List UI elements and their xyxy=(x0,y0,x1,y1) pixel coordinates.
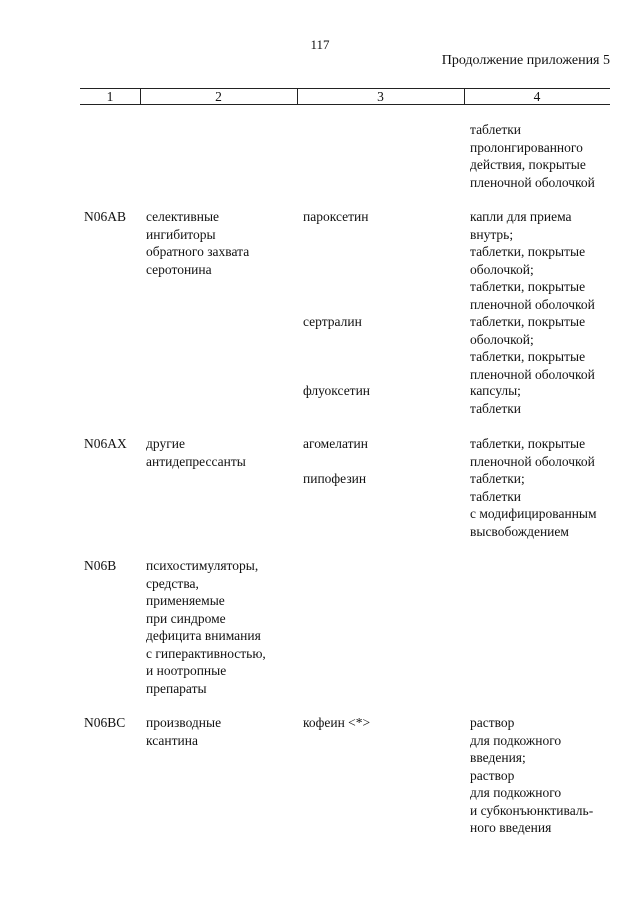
group-name-line: дефицита внимания xyxy=(146,628,261,643)
continuation-label: Продолжение приложения 5 xyxy=(441,53,610,68)
dosage-form-line: пролонгированного xyxy=(470,139,583,155)
group-name-line: психостимуляторы, xyxy=(146,558,259,573)
atc-group-name xyxy=(146,208,249,278)
column-header-1: 1 xyxy=(106,89,114,104)
drug-name: сертралин xyxy=(303,314,362,329)
dosage-forms xyxy=(470,382,521,417)
group-name-line: серотонина xyxy=(146,261,212,277)
dosage-form-line: таблетки, покрытые xyxy=(470,349,586,364)
dosage-forms xyxy=(470,435,595,470)
dosage-form-line: таблетки xyxy=(470,488,522,504)
column-header-3: 3 xyxy=(377,89,384,104)
column-header-4: 4 xyxy=(533,89,541,104)
dosage-form-line: таблетки, покрытые xyxy=(470,436,586,451)
atc-code: N06AX xyxy=(84,436,127,451)
dosage-form-line: пленочной оболочкой xyxy=(470,453,595,469)
dosage-form-line: пленочной оболочкой xyxy=(470,296,595,312)
dosage-forms xyxy=(470,714,593,837)
dosage-form-line: таблетки xyxy=(470,122,522,137)
group-name-line: другие xyxy=(146,436,185,451)
dosage-form-line: таблетки, покрытые xyxy=(470,244,586,259)
group-name-line: препараты xyxy=(146,680,207,696)
dosage-form-line: капли для приема xyxy=(470,209,572,224)
dosage-form-line: действия, покрытые xyxy=(470,157,586,172)
group-name-line: селективные xyxy=(146,209,220,224)
atc-group-name xyxy=(146,557,266,697)
dosage-form-line: с модифицированным xyxy=(470,506,597,521)
dosage-form-line: ного введения xyxy=(470,820,552,835)
dosage-form-line: таблетки xyxy=(470,400,522,416)
dosage-form-line: внутрь; xyxy=(470,226,514,242)
drug-name: флуоксетин xyxy=(303,383,371,398)
drug-name: пипофезин xyxy=(303,471,367,486)
dosage-form-line: таблетки, покрытые xyxy=(470,314,586,329)
dosage-form-line: пленочной оболочкой xyxy=(470,174,595,190)
atc-code: N06AB xyxy=(84,209,127,224)
dosage-forms xyxy=(470,208,595,313)
group-name-line: применяемые xyxy=(146,593,225,608)
page-number: 117 xyxy=(310,37,330,52)
dosage-form-line: пленочной оболочкой xyxy=(470,366,595,382)
dosage-form-line: раствор xyxy=(470,767,515,783)
dosage-form-line: высвобождением xyxy=(470,523,569,539)
atc-group-name xyxy=(146,435,246,470)
column-header-2: 2 xyxy=(215,89,222,104)
drug-name: пароксетин xyxy=(303,209,369,224)
dosage-forms xyxy=(470,121,595,191)
dosage-form-line: введения; xyxy=(470,750,526,765)
group-name-line: производные xyxy=(146,715,222,730)
dosage-form-line: и субконъюнктиваль- xyxy=(470,802,594,818)
group-name-line: и ноотропные xyxy=(146,663,227,678)
atc-code: N06B xyxy=(84,558,117,573)
atc-code: N06BC xyxy=(84,715,126,730)
group-name-line: средства, xyxy=(146,575,199,591)
dosage-forms xyxy=(470,313,595,383)
dosage-form-line: раствор xyxy=(470,715,515,730)
dosage-form-line: таблетки, покрытые xyxy=(470,279,586,294)
group-name-line: антидепрессанты xyxy=(146,453,246,469)
group-name-line: ингибиторы xyxy=(146,226,216,242)
drug-name: кофеин <*> xyxy=(303,715,371,730)
dosage-form-line: таблетки; xyxy=(470,471,525,486)
group-name-line: обратного захвата xyxy=(146,244,250,259)
dosage-form-line: для подкожного xyxy=(470,785,562,800)
group-name-line: при синдроме xyxy=(146,610,226,626)
atc-group-name xyxy=(146,714,221,749)
dosage-form-line: оболочкой; xyxy=(470,261,534,277)
dosage-forms xyxy=(470,470,597,540)
group-name-line: ксантина xyxy=(146,732,198,748)
dosage-form-line: для подкожного xyxy=(470,732,562,748)
drug-name: агомелатин xyxy=(303,436,368,451)
dosage-form-line: оболочкой; xyxy=(470,331,534,347)
table-header-rule-bottom xyxy=(80,104,610,105)
group-name-line: с гиперактивностью, xyxy=(146,645,266,661)
dosage-form-line: капсулы; xyxy=(470,383,521,398)
